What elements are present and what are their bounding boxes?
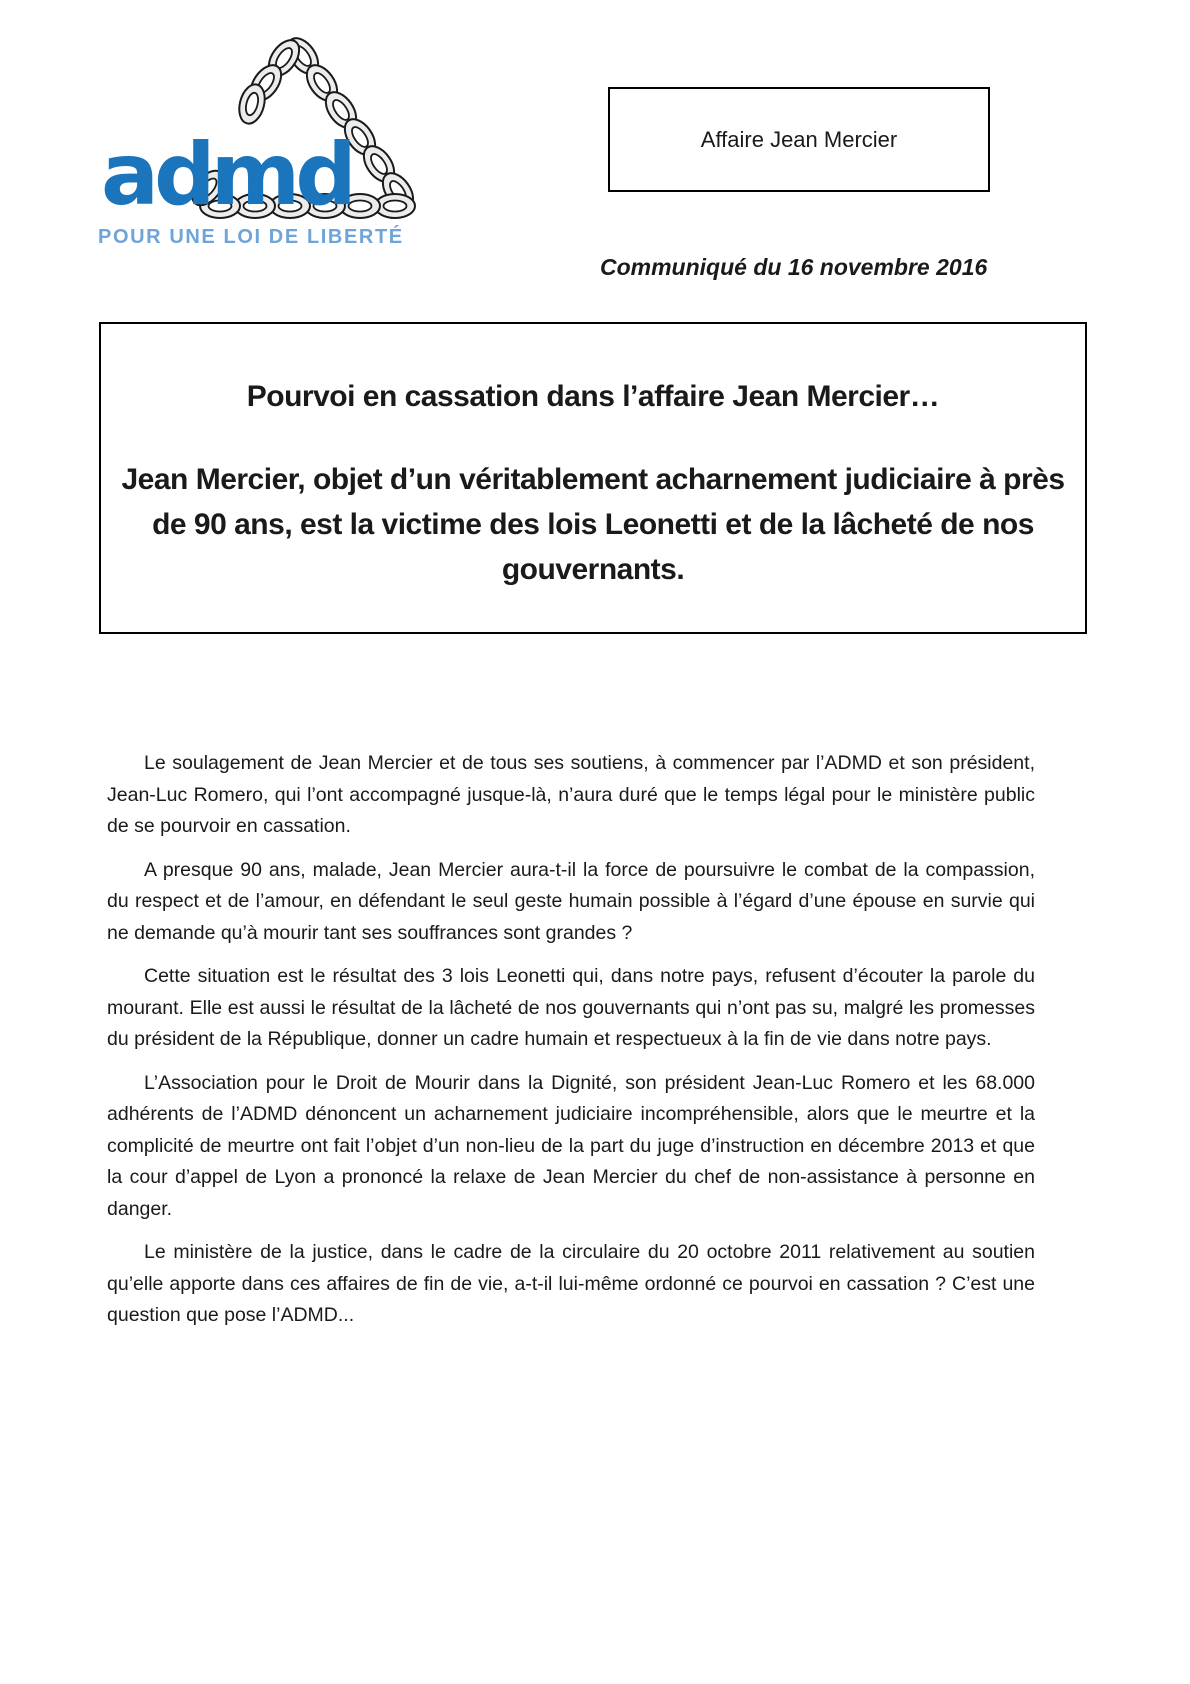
communique-date: Communiqué du 16 novembre 2016 [600, 254, 988, 280]
subheadline: Jean Mercier, objet d’un véritablement acharnement judiciaire à près de 90 ans, est la victime des lois Leonetti et de la lâcheté de nos gouvernants. [121, 463, 1065, 586]
case-label: Affaire Jean Mercier [700, 126, 898, 152]
case-label-box [608, 87, 990, 192]
logo-tagline: POUR UNE LOI DE LIBERTÉ [98, 226, 404, 248]
headline-box [99, 322, 1087, 634]
paragraph: Le ministère de la justice, dans le cadre de la circulaire du 20 octobre 2011 relativement au soutien qu’elle apporte dans ces affaires de fin de vie, a-t-il lui-même ordonné ce pourvoi en cassation ? C’est une question que pose l’ADMD... [107, 1241, 1035, 1326]
logo-acronym: admd [101, 125, 352, 225]
headline: Pourvoi en cassation dans l’affaire Jean Mercier… [246, 380, 940, 413]
admd-logo [95, 36, 425, 248]
paragraph: Le soulagement de Jean Mercier et de tous ses soutiens, à commencer par l’ADMD et son président, Jean-Luc Romero, qui l’ont accompagné jusque-là, n’aura duré que le temps légal pour le ministère public de se pourvoir en cassation. [107, 752, 1035, 837]
paragraph: L’Association pour le Droit de Mourir dans la Dignité, son président Jean-Luc Romero et les 68.000 adhérents de l’ADMD dénoncent un acharnement judiciaire incompréhensible, alors que le meurtre et la complicité de meurtre ont fait l’objet d’un non-lieu de la part du juge d’instruction en décembre 2013 et que la cour d’appel de Lyon a prononcé la relaxe de Jean Mercier du chef de non-assistance à personne en danger. [107, 1071, 1035, 1220]
paragraph: Cette situation est le résultat des 3 lois Leonetti qui, dans notre pays, refusent d’écouter la parole du mourant. Elle est aussi le résultat de la lâcheté de nos gouvernants qui n’ont pas su, malgré les promesses du président de la République, donner un cadre humain et respectueux à la fin de vie dans notre pays. [107, 965, 1035, 1050]
press-release-body [107, 748, 1035, 1344]
paragraph: A presque 90 ans, malade, Jean Mercier aura-t-il la force de poursuivre le combat de la compassion, du respect et de l’amour, en défendant le seul geste humain possible à l’égard d’une épouse en survie qui ne demande qu’à mourir tant ses souffrances sont grandes ? [107, 858, 1035, 944]
